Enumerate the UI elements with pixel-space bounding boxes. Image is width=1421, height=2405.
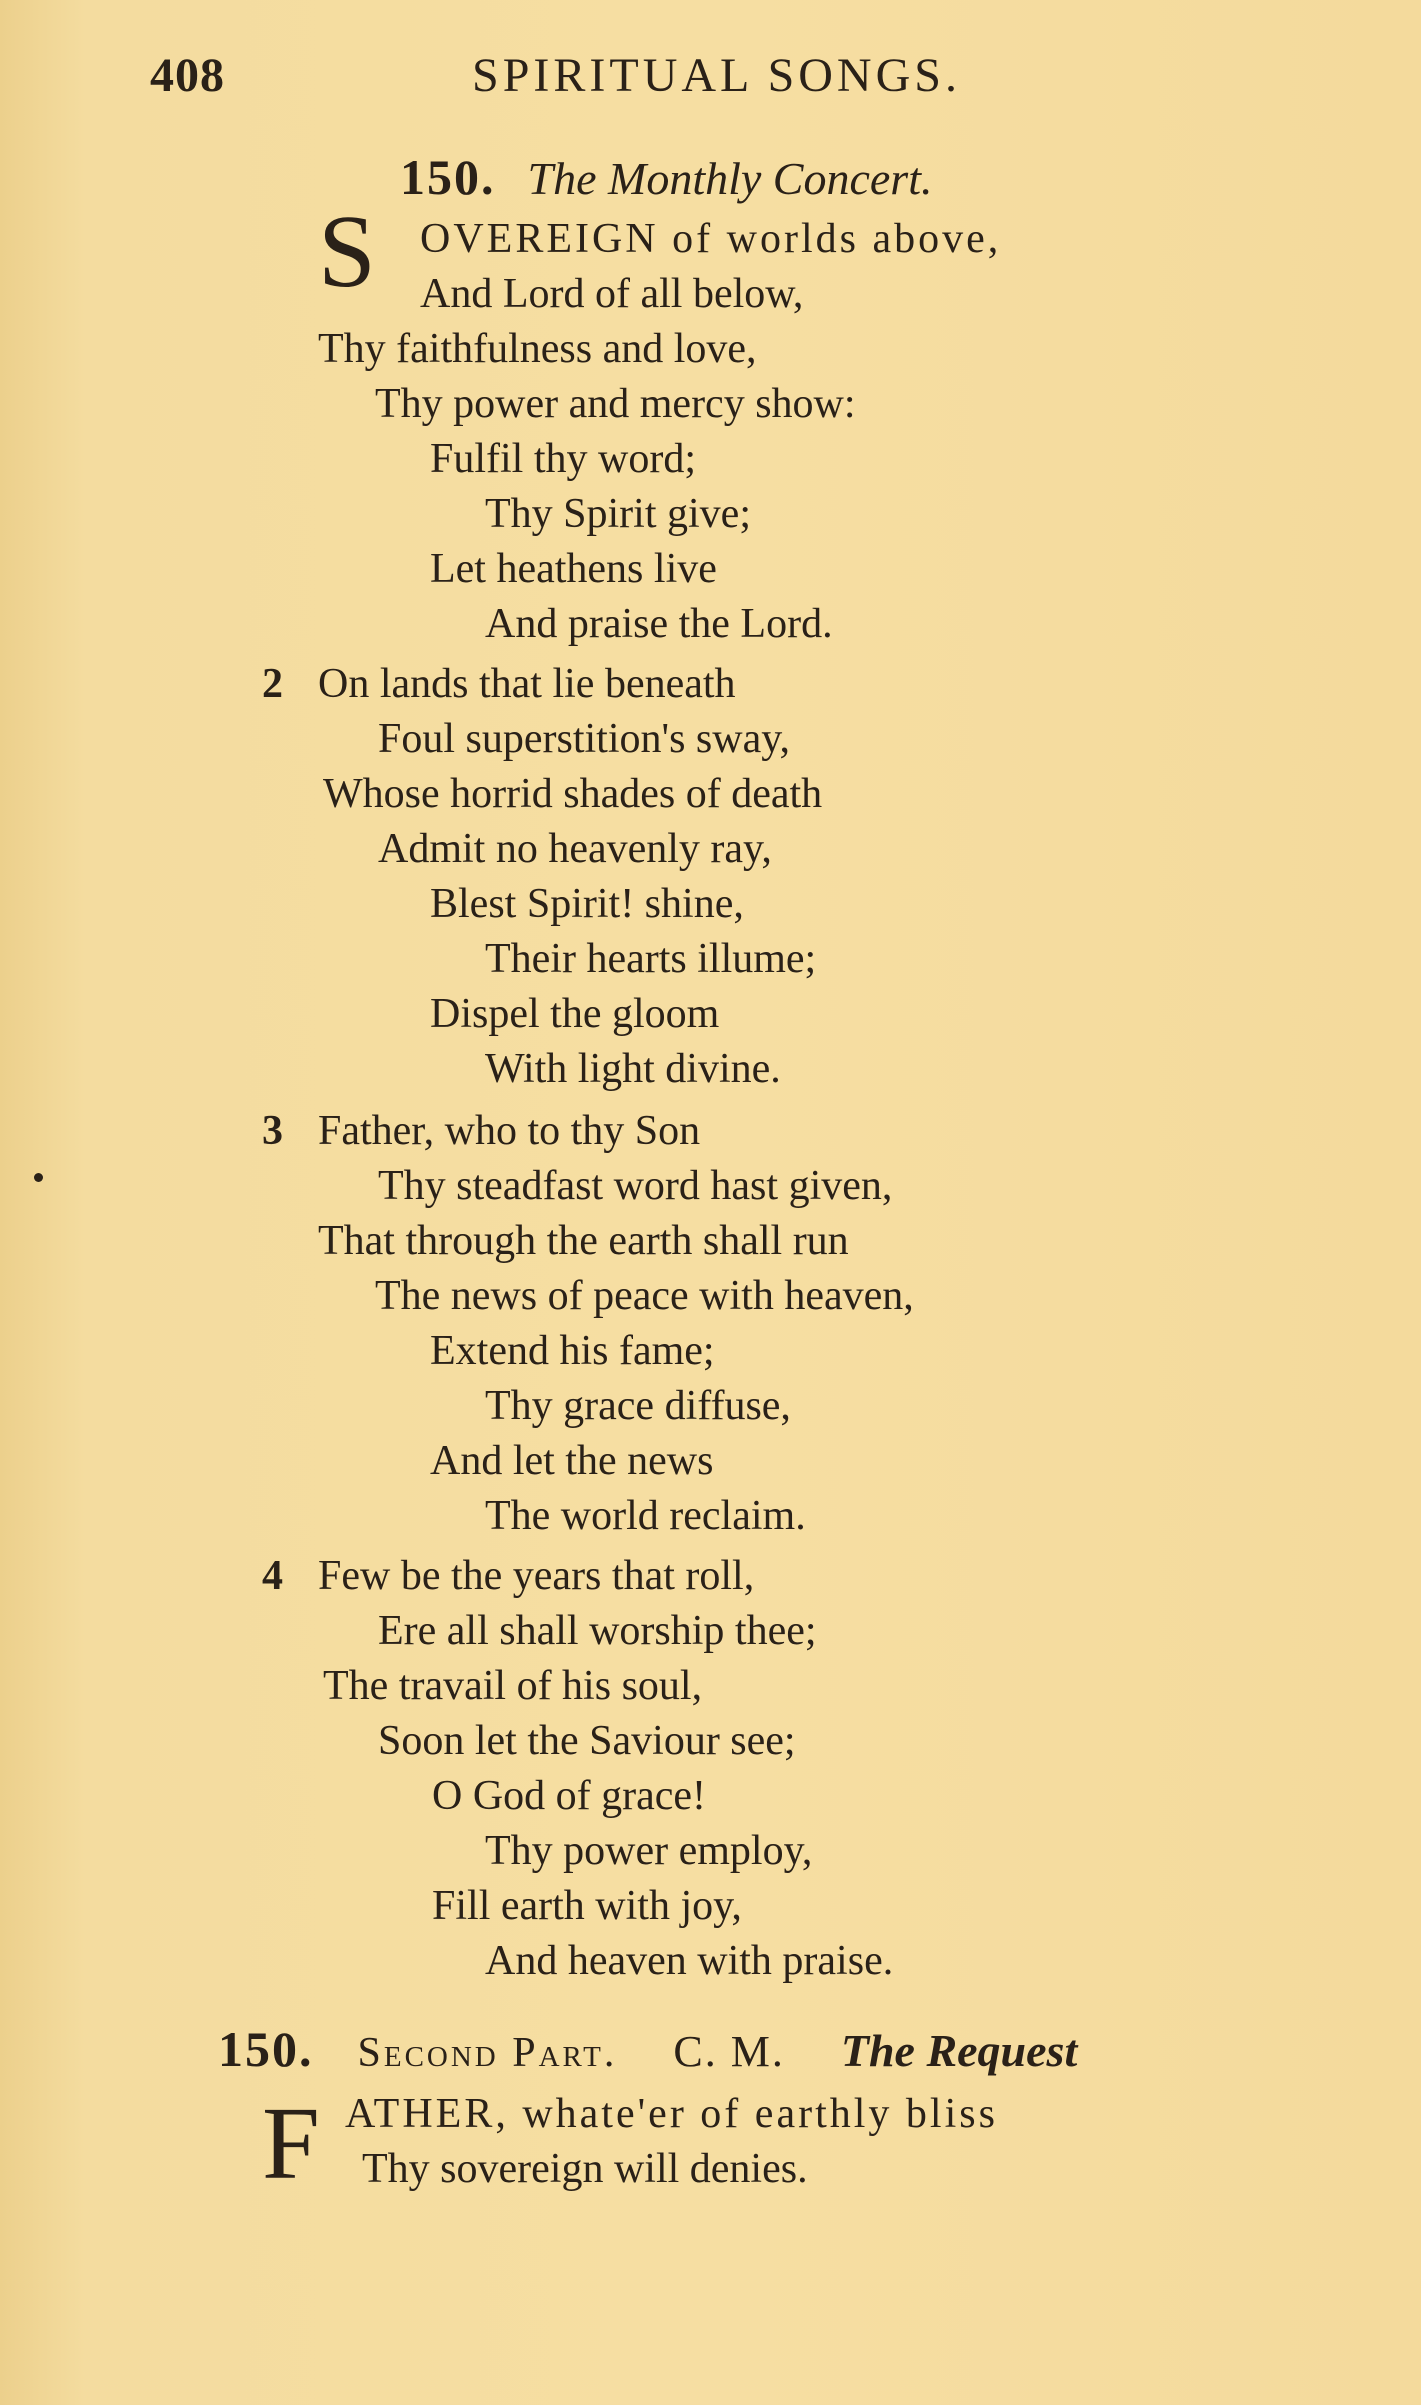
- verse-line: Foul superstition's sway,: [378, 716, 791, 762]
- verse-line: On lands that lie beneath: [318, 661, 736, 707]
- hymn-150-heading: [400, 148, 933, 206]
- verse-line: Thy power and mercy show:: [375, 381, 856, 427]
- verse-line: Whose horrid shades of death: [323, 771, 823, 817]
- verse-line: Their hearts illume;: [485, 936, 817, 982]
- verse-line: Thy steadfast word hast given,: [378, 1163, 893, 1209]
- verse-line: OVEREIGN of worlds above,: [420, 216, 1002, 262]
- verse-line: Fill earth with joy,: [432, 1883, 742, 1929]
- verse-line: The news of peace with heaven,: [375, 1273, 914, 1319]
- hymn-title: The Request: [840, 2025, 1078, 2076]
- hymn-part: Second Part.: [357, 2030, 618, 2076]
- verse-line: Thy power employ,: [485, 1828, 813, 1874]
- verse-number: 3: [262, 1108, 283, 1154]
- drop-cap-s: S: [318, 194, 376, 309]
- drop-cap-f: F: [262, 2086, 320, 2201]
- verse-line: Fulfil thy word;: [430, 436, 697, 482]
- hymn-number: 150.: [218, 2021, 314, 2077]
- verse-line: And praise the Lord.: [485, 601, 833, 647]
- verse-line: Father, who to thy Son: [318, 1108, 701, 1154]
- verse-line: Thy faithfulness and love,: [318, 326, 757, 372]
- page-header: [150, 48, 1030, 108]
- verse-line: Thy sovereign will denies.: [362, 2146, 808, 2192]
- hymn-title: The Monthly Concert.: [527, 153, 933, 204]
- hymn-meter: C. M.: [673, 2027, 785, 2076]
- verse-line: Thy Spirit give;: [485, 491, 751, 537]
- verse-line: Blest Spirit! shine,: [430, 881, 744, 927]
- verse-line: ATHER, whate'er of earthly bliss: [345, 2091, 998, 2137]
- verse-line: Admit no heavenly ray,: [378, 826, 772, 872]
- verse-line: Few be the years that roll,: [318, 1553, 755, 1599]
- verse-number: 2: [262, 661, 283, 707]
- verse-line: And Lord of all below,: [420, 271, 804, 317]
- verse-line: That through the earth shall run: [318, 1218, 849, 1264]
- verse-line: Thy grace diffuse,: [485, 1383, 791, 1429]
- verse-line: The travail of his soul,: [323, 1663, 703, 1709]
- verse-line: Extend his fame;: [430, 1328, 715, 1374]
- hymn-number: 150.: [400, 149, 496, 205]
- verse-line: And let the news: [430, 1438, 714, 1484]
- hymn-150-second-part-heading: [218, 2020, 1077, 2078]
- verse-line: Let heathens live: [430, 546, 717, 592]
- verse-line: O God of grace!: [432, 1773, 707, 1819]
- verse-line: And heaven with praise.: [485, 1938, 894, 1984]
- verse-line: The world reclaim.: [485, 1493, 806, 1539]
- verse-line: Dispel the gloom: [430, 991, 720, 1037]
- verse-number: 4: [262, 1553, 283, 1599]
- verse-line: Soon let the Saviour see;: [378, 1718, 796, 1764]
- running-title: SPIRITUAL SONGS.: [472, 49, 961, 102]
- ink-speck: [34, 1173, 43, 1182]
- verse-line: Ere all shall worship thee;: [378, 1608, 817, 1654]
- page-number: 408: [150, 49, 225, 102]
- verse-line: With light divine.: [485, 1046, 781, 1092]
